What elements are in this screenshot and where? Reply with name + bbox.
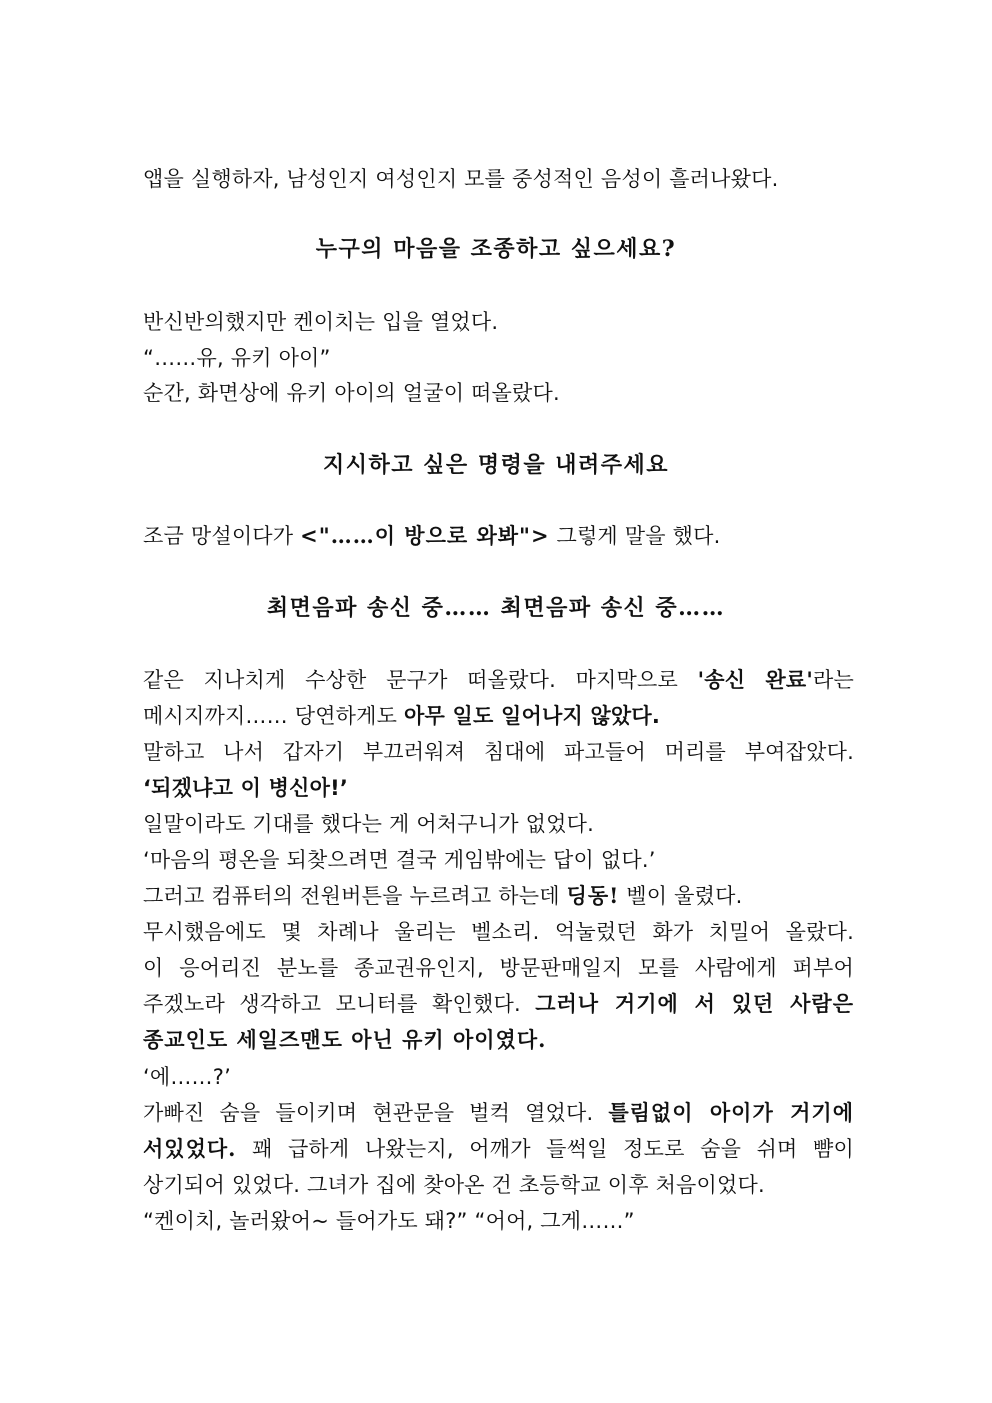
text-span: 라는 (813, 668, 854, 692)
body-line: 순간, 화면상에 유키 아이의 얼굴이 떠올랐다. (143, 381, 560, 405)
app-message-heading: 누구의 마음을 조종하고 싶으세요? (315, 236, 677, 262)
command-text: <"……이 방으로 와봐"> (300, 523, 550, 548)
body-line (143, 1133, 854, 1165)
thought-line: ‘에……?’ (143, 1065, 231, 1089)
emphasis-text: '송신 완료' (697, 668, 813, 692)
body-line (143, 988, 854, 1020)
text-span: 가빠진 숨을 들이키며 현관문을 벌컥 열었다. (143, 1101, 609, 1125)
body-line: 일말이라도 기대를 했다는 게 어처구니가 없었다. (143, 812, 594, 836)
emphasis-line: 종교인도 세일즈맨도 아닌 유키 아이였다. (143, 1027, 547, 1052)
emphasis-text: 서있었다. (143, 1136, 237, 1161)
text-span: 그러고 컴퓨터의 전원버튼을 누르려고 하는데 (143, 884, 567, 908)
text-span: 조금 망설이다가 (143, 524, 301, 548)
body-line (143, 700, 854, 732)
body-line: 반신반의했지만 켄이치는 입을 열었다. (143, 310, 499, 334)
dialogue-line: “켄이치, 놀러왔어~ 들어가도 돼?” “어어, 그게……” (143, 1209, 635, 1233)
body-line: 말하고 나서 갑자기 부끄러워져 침대에 파고들어 머리를 부여잡았다. (143, 740, 854, 764)
body-line: 앱을 실행하자, 남성인지 여성인지 모를 중성적인 음성이 흘러나왔다. (143, 167, 779, 191)
text-span: 같은 지나치게 수상한 문구가 떠올랐다. 마지막으로 (143, 668, 698, 692)
thought-line: ‘마음의 평온을 되찾으려면 결국 게임밖에는 답이 없다.’ (143, 848, 656, 872)
body-line: 이 응어리진 분노를 종교권유인지, 방문판매일지 모를 사람에게 퍼부어 (143, 956, 854, 980)
app-message-heading: 지시하고 싶은 명령을 내려주세요 (322, 452, 669, 478)
dialogue-line: “……유, 유키 아이” (143, 346, 331, 370)
text-span: 꽤 급하게 나왔는지, 어깨가 들썩일 정도로 숨을 쉬며 뺨이 (236, 1137, 854, 1161)
text-span: 메시지까지…… 당연하게도 (143, 704, 405, 728)
body-line (143, 1097, 854, 1129)
thought-line: ‘되겠냐고 이 병신아!’ (143, 776, 349, 800)
text-span: 벨이 울렸다. (619, 884, 743, 908)
emphasis-text: 아무 일도 일어나지 않았다. (404, 704, 661, 728)
app-message-heading: 최면음파 송신 중…… 최면음파 송신 중…… (266, 595, 726, 621)
emphasis-text: 그러나 거기에 서 있던 사람은 (535, 991, 854, 1016)
body-line: 무시했음에도 몇 차례나 울리는 벨소리. 억눌렀던 화가 치밀어 올랐다. (143, 920, 854, 944)
text-span: 그렇게 말을 했다. (549, 524, 721, 548)
body-line (143, 880, 854, 912)
body-line: 상기되어 있었다. 그녀가 집에 찾아온 건 초등학교 이후 처음이었다. (143, 1173, 765, 1197)
text-span: 주겠노라 생각하고 모니터를 확인했다. (143, 992, 536, 1016)
body-line (143, 520, 854, 552)
emphasis-text: 틀림없이 아이가 거기에 (608, 1100, 855, 1125)
body-line (143, 664, 854, 696)
emphasis-text: 딩동! (566, 883, 620, 908)
